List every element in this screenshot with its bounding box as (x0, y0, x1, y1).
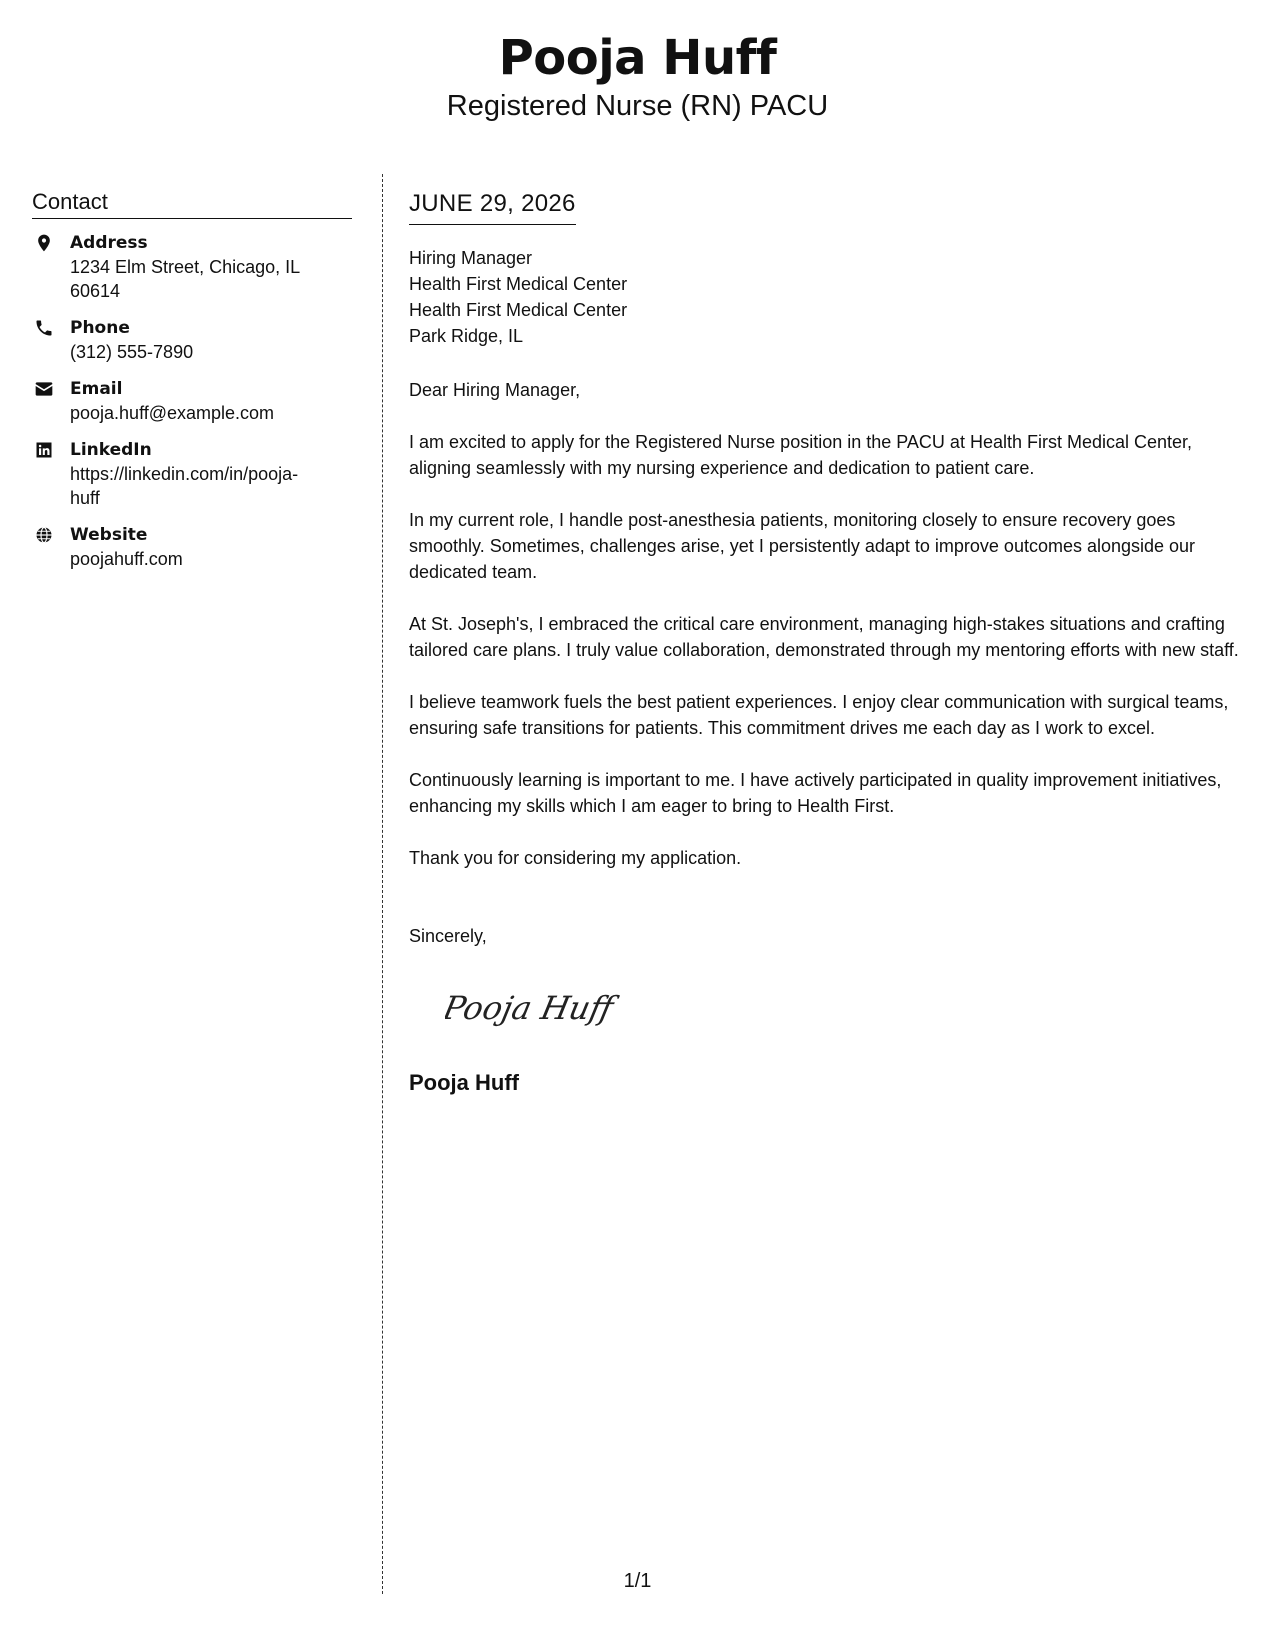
contact-value: poojahuff.com (70, 549, 183, 569)
letter-paragraph: I am excited to apply for the Registered Nurse position in the PACU at Health First Medical Center, aligning seamlessly with my nursing experience and dedication to patient care. (409, 432, 1193, 478)
recipient-line: Hiring Manager (409, 248, 533, 268)
letter-paragraph: I believe teamwork fuels the best patient experiences. I enjoy clear communication with surgical teams, ensuring safe transitions for patients. This commitment drives me each day as I work to excel. (409, 692, 1229, 738)
applicant-name: Pooja Huff (498, 30, 777, 86)
contact-label: Website (70, 525, 148, 545)
signed-name: Pooja Huff (409, 1070, 519, 1095)
contact-sidebar (32, 188, 352, 584)
recipient-line: Park Ridge, IL (409, 326, 524, 346)
contact-section-title: Contact (32, 188, 352, 219)
letter-paragraph: Continuously learning is important to me. I have actively participated in quality improvement initiatives, enhancing my skills which I am eager to bring to Health First. (409, 770, 1222, 816)
letter-body (409, 188, 1239, 1098)
contact-label: Email (70, 379, 123, 399)
contact-value: (312) 555-7890 (70, 342, 194, 362)
recipient-block (409, 245, 1239, 349)
signature-image (445, 983, 645, 1033)
contact-website (32, 523, 352, 571)
letter-paragraph: At St. Joseph's, I embraced the critical care environment, managing high-stakes situations and crafting tailored care plans. I truly value collaboration, demonstrated through my mentoring efforts with new staff. (409, 614, 1239, 660)
location-pin-icon (34, 233, 54, 253)
recipient-line: Health First Medical Center (409, 300, 628, 320)
linkedin-icon (34, 440, 54, 460)
page-number: 1/1 (623, 1570, 652, 1592)
contact-address (32, 231, 352, 303)
signature-text: Pooja Huff (445, 989, 617, 1027)
job-title: Registered Nurse (RN) PACU (446, 90, 829, 122)
salutation: Dear Hiring Manager, (409, 380, 581, 400)
letter-paragraph: Thank you for considering my application. (409, 848, 742, 868)
contact-linkedin (32, 438, 352, 510)
contact-email (32, 377, 352, 425)
closing: Sincerely, (409, 926, 487, 946)
contact-label: Address (70, 233, 148, 253)
contact-label: Phone (70, 318, 130, 338)
recipient-line: Health First Medical Center (409, 274, 628, 294)
globe-icon (34, 525, 54, 545)
contact-value: pooja.huff@example.com (70, 403, 275, 423)
envelope-icon (34, 379, 54, 399)
contact-value: 1234 Elm Street, Chicago, IL 60614 (70, 257, 300, 301)
letter-date: JUNE 29, 2026 (409, 188, 576, 225)
contact-phone (32, 316, 352, 364)
letter-header (0, 28, 1275, 124)
contact-value: https://linkedin.com/in/pooja-huff (70, 464, 299, 508)
phone-icon (34, 318, 54, 338)
contact-label: LinkedIn (70, 440, 152, 460)
letter-paragraph: In my current role, I handle post-anesthesia patients, monitoring closely to ensure recovery goes smoothly. Sometimes, challenges arise, yet I persistently adapt to improve outcomes alongside our dedicated team. (409, 510, 1196, 582)
column-divider (382, 174, 383, 1594)
